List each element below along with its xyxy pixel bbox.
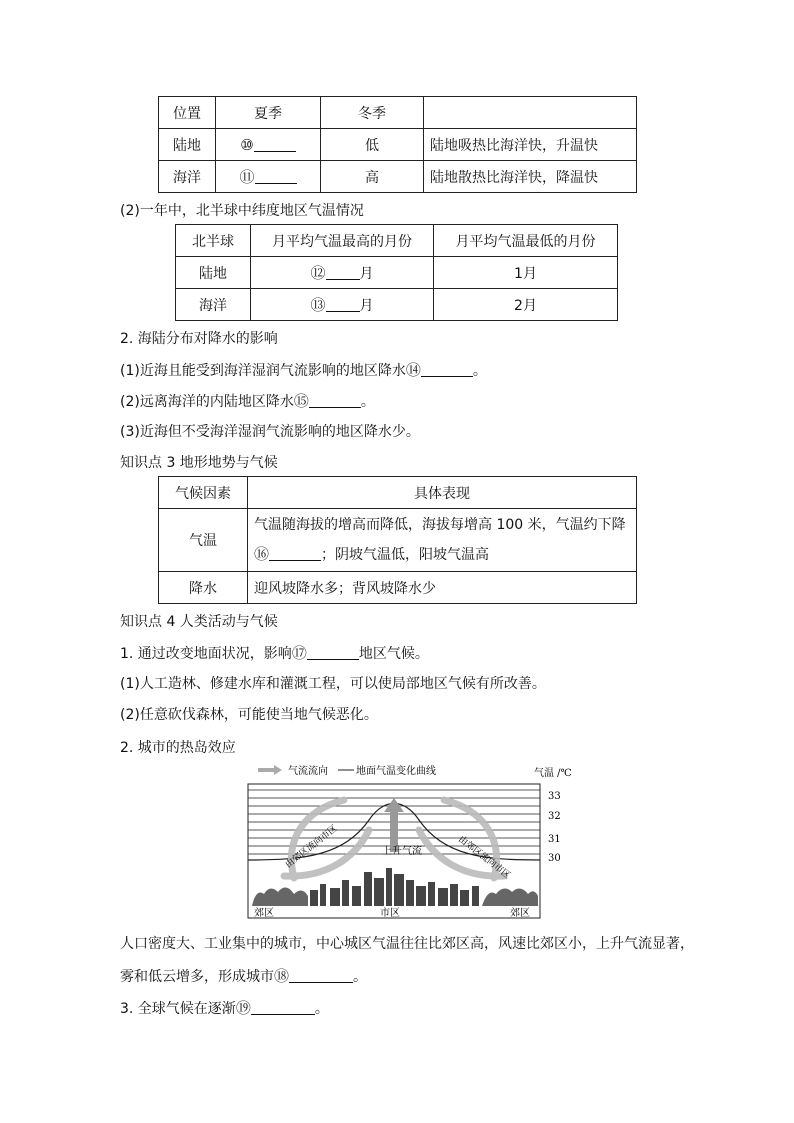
sea-winter: 高 (321, 161, 424, 193)
col-min-month: 月平均气温最低的月份 (434, 225, 618, 257)
terrain-climate-table (158, 476, 637, 604)
col-note (424, 97, 637, 129)
unit-label: 气温 /℃ (534, 768, 572, 779)
global-climate-line: 3. 全球气候在逐渐⑲ 。 (120, 999, 329, 1017)
temp-label: 气温 (159, 509, 248, 572)
human-line-1: 1. 通过改变地面状况，影响⑰ 地区气候。 (120, 644, 429, 662)
heat-island-title: 2. 城市的热岛效应 (120, 740, 236, 756)
land-low-month: 1月 (434, 257, 618, 289)
land-sea-temp-table (158, 96, 637, 193)
precip-detail: 迎风坡降水多；背风坡降水少 (248, 572, 637, 604)
tick-33: 33 (548, 791, 561, 802)
bottom-mid-label: 市区 (380, 908, 400, 919)
col-detail: 具体表现 (248, 477, 637, 509)
temp-detail: 气温随海拔的增高而降低，海拔每增高 100 米，气温约下降 ⑯ ；阴坡气温低，阳坡气温高 (248, 509, 637, 572)
precip-line-3: (3)近海但不受海洋湿润气流影响的地区降水少。 (120, 424, 420, 440)
blank-10[interactable]: ⑩ (216, 129, 321, 161)
col-position: 位置 (159, 97, 216, 129)
row-land-label: 陆地 (176, 257, 251, 289)
heat-island-diagram (244, 760, 574, 922)
human-line-2: (1)人工造林、修建水库和灌溉工程，可以使局部地区气候有所改善。 (120, 676, 546, 692)
blank-11[interactable]: ⑪ (216, 161, 321, 193)
row-sea-label: 海洋 (159, 161, 216, 193)
precip-label: 降水 (159, 572, 248, 604)
precip-line-1: (1)近海且能受到海洋湿润气流影响的地区降水⑭ 。 (120, 361, 487, 379)
section-2-title: (2)一年中，北半球中纬度地区气温情况 (120, 203, 364, 219)
blank-16[interactable]: ⑯ (254, 544, 270, 563)
heat-island-para-1: 人口密度大、工业集中的城市，中心城区气温往往比郊区高，风速比郊区小，上升气流显著， (120, 936, 694, 952)
knowledge-4-title: 知识点 4 人类活动与气候 (120, 614, 278, 630)
blank-15[interactable]: ⑮ (293, 392, 309, 410)
tick-32: 32 (548, 811, 561, 822)
col-winter: 冬季 (321, 97, 424, 129)
row-land-label: 陆地 (159, 129, 216, 161)
legend-arrow-icon (258, 765, 282, 775)
bottom-left-label: 郊区 (254, 908, 274, 919)
bottom-right-label: 郊区 (510, 908, 530, 919)
precip-line-2: (2)远离海洋的内陆地区降水⑮ 。 (120, 392, 375, 410)
land-desc: 陆地吸热比海洋快，升温快 (424, 129, 637, 161)
left-flow-label: 由郊区流向市区 (283, 823, 340, 871)
blank-14[interactable]: ⑭ (405, 361, 421, 379)
precip-title: 2. 海陆分布对降水的影响 (120, 331, 278, 347)
human-line-3: (2)任意砍伐森林，可能使当地气候恶化。 (120, 707, 378, 723)
heat-island-para-2: 雾和低云增多，形成城市⑱ 。 (120, 967, 368, 985)
legend-flow: 气流流向 (288, 766, 328, 777)
blank-18[interactable]: ⑱ (274, 967, 290, 985)
land-winter: 低 (321, 129, 424, 161)
blank-19[interactable]: ⑲ (235, 999, 251, 1017)
col-factor: 气候因素 (159, 477, 248, 509)
row-sea-label: 海洋 (176, 289, 251, 321)
month-temp-table (175, 224, 618, 321)
col-summer: 夏季 (216, 97, 321, 129)
rising-flow-label: 上升气流 (382, 846, 422, 857)
blank-13[interactable]: ⑬ 月 (251, 289, 434, 321)
col-max-month: 月平均气温最高的月份 (251, 225, 434, 257)
col-hemisphere: 北半球 (176, 225, 251, 257)
sea-low-month: 2月 (434, 289, 618, 321)
sea-desc: 陆地散热比海洋快，降温快 (424, 161, 637, 193)
tick-31: 31 (548, 834, 561, 845)
knowledge-3-title: 知识点 3 地形地势与气候 (120, 455, 278, 471)
tick-30: 30 (548, 853, 561, 864)
right-flow-label: 由郊区流向市区 (456, 834, 512, 882)
blank-12[interactable]: ⑫ 月 (251, 257, 434, 289)
blank-17[interactable]: ⑰ (291, 644, 307, 662)
legend-curve: 地面气温变化曲线 (356, 766, 436, 777)
